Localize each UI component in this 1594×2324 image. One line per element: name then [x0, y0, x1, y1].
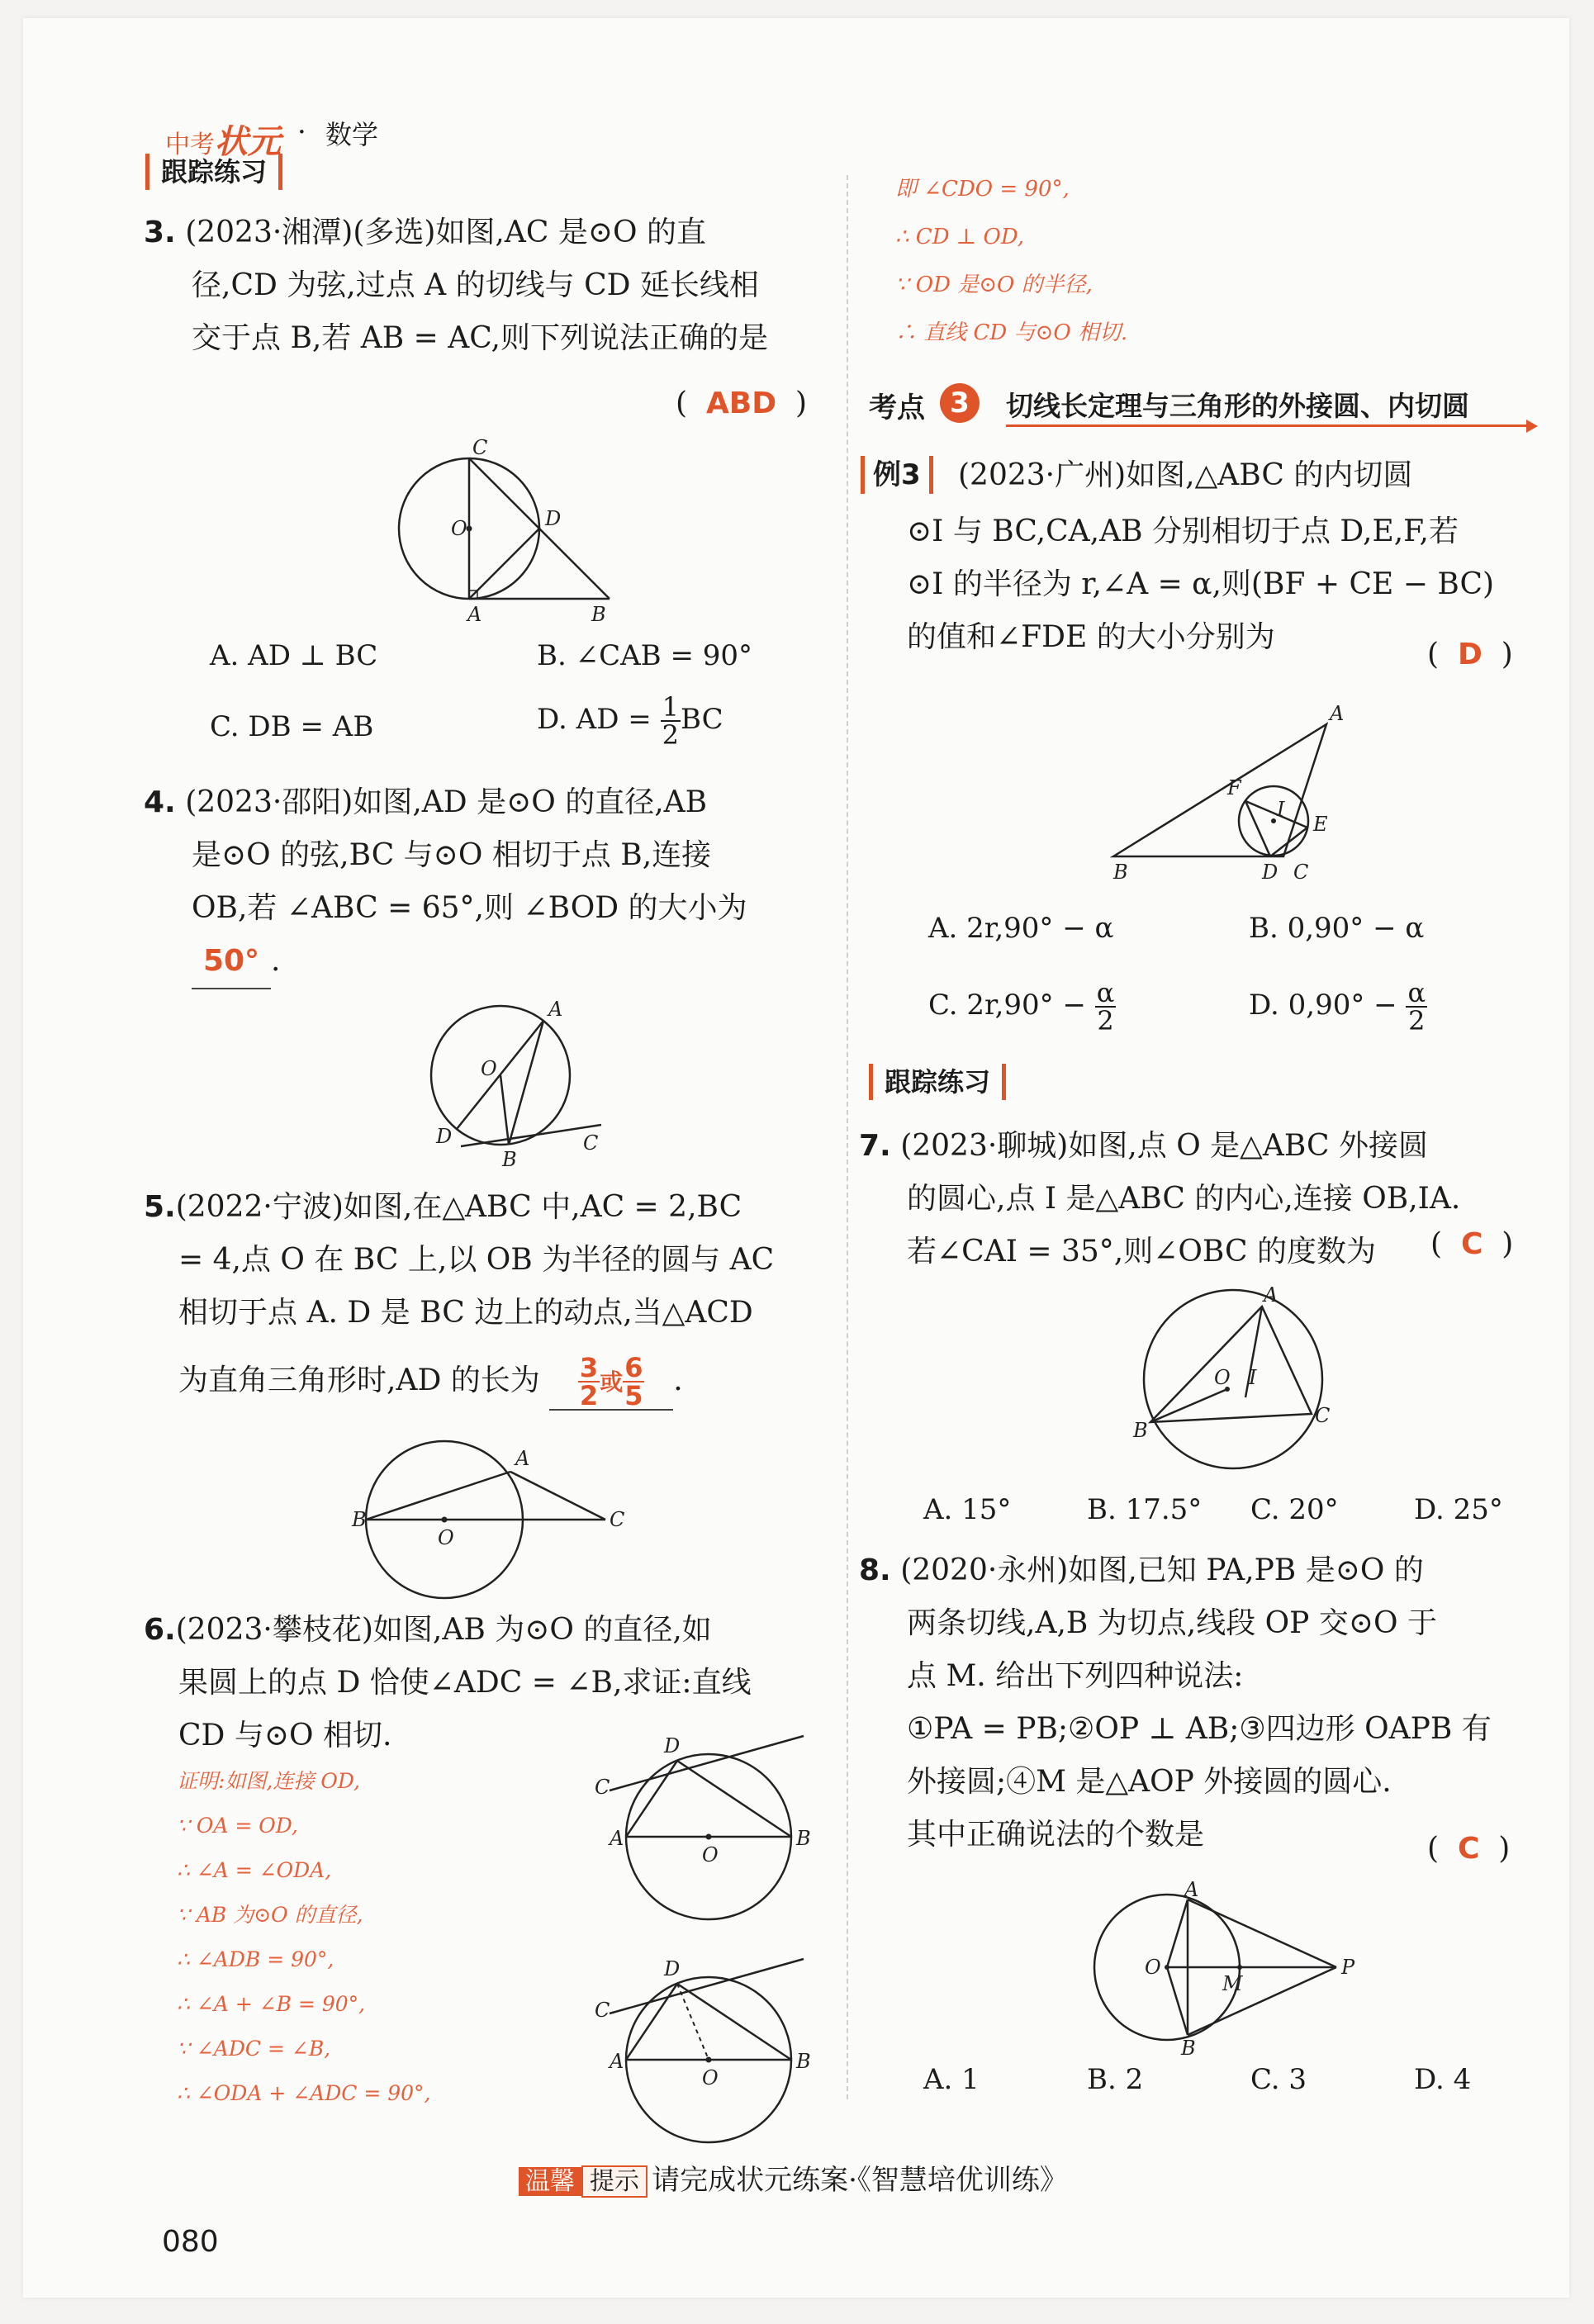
q3-figure — [387, 431, 634, 629]
q6-figure-2 — [585, 1942, 824, 2165]
q3-label-d: D — [545, 507, 562, 530]
q5-label-o: O — [438, 1526, 454, 1549]
question-4: 4. (2023·邵阳)如图,AD 是⊙O 的直径,AB 是⊙O 的弦,BC 与⊙O 相切于点 B,连接 OB,若 ∠ABC = 65°,则 ∠BOD 的大小为 50° . — [144, 776, 821, 989]
q6-label-c: C — [595, 1776, 610, 1799]
q6-label-d: D — [664, 1734, 681, 1757]
arrow-icon — [1526, 420, 1538, 433]
q8-answer-paren: ( C ) — [1427, 1832, 1511, 1866]
header-brand: 中考状元 — [165, 123, 281, 161]
q6-label-o: O — [702, 1843, 719, 1866]
q7-option-c: C. 20° — [1250, 1493, 1339, 1526]
q5-label-c: C — [610, 1508, 625, 1531]
q7-figure — [1122, 1282, 1353, 1472]
example-3-answer-paren: ( D ) — [1427, 638, 1513, 671]
question-7: 7. (2023·聊城)如图,点 O 是△ABC 外接圆 的圆心,点 I 是△ABC 的内心,连接 OB,IA. 若∠CAI = 35°,则∠OBC 的度数为 — [859, 1129, 1461, 1269]
q8-label-o: O — [1145, 1956, 1161, 1979]
key-point-badge: 3 — [940, 383, 980, 423]
question-5: 5.(2022·宁波)如图,在△ABC 中,AC = 2,BC = 4,点 O 在 BC 上,以 OB 为半径的圆与 AC 相切于点 A. D 是 BC 边上的动点,当△ACD — [144, 1190, 775, 1330]
ex3-option-a: A. 2r,90° − α — [928, 912, 1114, 945]
q5-figure — [353, 1422, 634, 1612]
ex3-option-b: B. 0,90° − α — [1249, 912, 1425, 945]
q7-option-a: A. 15° — [923, 1493, 1012, 1526]
page — [23, 18, 1569, 2298]
q5-label-b: B — [352, 1508, 367, 1531]
ex3-label-c: C — [1293, 861, 1309, 884]
q3-label-c: C — [472, 436, 488, 459]
q7-option-d: D. 25° — [1414, 1493, 1503, 1526]
q3-option-a: A. AD ⊥ BC — [210, 639, 378, 672]
ex3-label-d: D — [1262, 861, 1279, 884]
q3-label-a: A — [467, 603, 482, 626]
q3-label-o: O — [451, 517, 467, 540]
q6-proof-continued: 即 ∠CDO = 90°, ∴ CD ⊥ OD, ∵ OD 是⊙O 的半径, ∴ 直线 CD 与⊙O 相切. — [895, 177, 1128, 345]
q4-label-d: D — [436, 1125, 453, 1148]
key-point-underline — [1006, 424, 1528, 427]
footer-tip — [519, 2157, 1068, 2200]
q3-label-b: B — [591, 603, 606, 626]
ex3-label-i: I — [1277, 798, 1285, 821]
q6-label-b: B — [796, 1827, 811, 1850]
key-point-title: 切线长定理与三角形的外接圆、内切圆 — [1006, 390, 1469, 422]
q7-option-b: B. 17.5° — [1087, 1493, 1203, 1526]
q3-answer-paren: ( ABD ) — [676, 387, 808, 420]
q4-figure — [411, 993, 626, 1171]
q8-option-a: A. 1 — [923, 2063, 980, 2096]
q4-label-b: B — [502, 1148, 517, 1171]
key-point-header: 考点 3 切线长定理与三角形的外接圆、内切圆 — [857, 373, 1543, 431]
q6b-label-b: B — [796, 2050, 811, 2073]
q7-label-c: C — [1315, 1404, 1331, 1427]
example-3-figure — [1089, 695, 1361, 894]
q8-label-b: B — [1181, 2037, 1196, 2060]
q5-answer: $\frac{3}{2}$ 或 $\frac{6}{5}$ — [549, 1354, 673, 1411]
q8-option-d: D. 4 — [1414, 2063, 1472, 2096]
q8-option-c: C. 3 — [1250, 2063, 1307, 2096]
q6b-label-d: D — [664, 1957, 681, 1980]
q4-label-a: A — [548, 998, 563, 1021]
q8-label-a: A — [1184, 1878, 1199, 1901]
q6b-label-a: A — [610, 2050, 624, 2073]
q4-answer: 50° — [192, 935, 271, 989]
section-tag-tracking: 跟踪练习 — [145, 154, 282, 190]
example-3: (2023·广州)如图,△ABC 的内切圆 — [958, 458, 1413, 492]
page-number: 080 — [162, 2225, 219, 2259]
q7-label-o: O — [1214, 1366, 1231, 1389]
footer-tip-text: 请完成状元练案·《智慧培优训练》 — [652, 2164, 1068, 2197]
q7-label-a: A — [1264, 1283, 1279, 1307]
ex3-option-d: D. 0,90° − $\frac{\alpha}{2}$ — [1249, 977, 1426, 1036]
question-8: 8. (2020·永州)如图,已知 PA,PB 是⊙O 的 两条切线,A,B 为切点,线段 OP 交⊙O 于 点 M. 给出下列四种说法: ①PA = PB;②OP ⊥ AB;③四边形 OAPB 有 外接圆;④M 是△AOP 外接圆的圆心. 其中正确说法的个数是 — [859, 1553, 1492, 1852]
column-divider — [847, 175, 848, 2099]
q3-option-c: C. DB = AB — [210, 710, 374, 743]
q7-answer-paren: ( C ) — [1430, 1227, 1514, 1261]
q3-option-d: D. AD = $\frac{1}{2}$ BC — [537, 691, 723, 751]
q5-label-a: A — [515, 1447, 530, 1470]
q6-label-a: A — [610, 1827, 624, 1850]
q6b-label-c: C — [595, 1999, 610, 2022]
ex3-label-b: B — [1113, 861, 1128, 884]
q8-label-m: M — [1222, 1972, 1243, 1995]
q4-label-c: C — [583, 1131, 599, 1155]
ex3-label-f: F — [1227, 776, 1241, 799]
q6-figure-1 — [585, 1719, 824, 1934]
example-3-tag: 例3 — [861, 456, 933, 494]
q8-option-b: B. 2 — [1087, 2063, 1144, 2096]
question-3: 3. (2023·湘潭)(多选)如图,AC 是⊙O 的直 径,CD 为弦,过点 A 的切线与 CD 延长线相 交于点 B,若 AB = AC,则下列说法正确的是 — [144, 216, 768, 355]
example-3-cont: ⊙I 与 BC,CA,AB 分别相切于点 D,E,F,若 ⊙I 的半径为 r,∠A = α,则(BF + CE − BC) 的值和∠FDE 的大小分别为 — [907, 515, 1495, 654]
q7-label-i: I — [1249, 1366, 1257, 1389]
footer-tip-box-1: 温馨 — [519, 2167, 581, 2196]
q8-figure — [1089, 1878, 1369, 2060]
header-subject: 数学 — [325, 119, 379, 150]
ex3-label-a: A — [1330, 702, 1345, 725]
ex3-label-e: E — [1313, 813, 1328, 836]
q8-label-p: P — [1341, 1956, 1355, 1979]
ex3-option-c: C. 2r,90° − $\frac{\alpha}{2}$ — [928, 977, 1115, 1036]
q3-option-b: B. ∠CAB = 90° — [537, 639, 753, 672]
question-6: 6.(2023·攀枝花)如图,AB 为⊙O 的直径,如 果圆上的点 D 恰使∠ADC = ∠B,求证:直线 CD 与⊙O 相切. — [144, 1613, 752, 1752]
header-dot: · — [297, 116, 306, 149]
footer-tip-box-2: 提示 — [581, 2165, 648, 2198]
section-tag-tracking-2: 跟踪练习 — [869, 1064, 1006, 1100]
q5-line-4: 为直角三角形时,AD 的长为 $\frac{3}{2}$ 或 $\frac{6}{5}$ . — [178, 1352, 683, 1411]
q6-proof: 证明:如图,连接 OD, ∵ OA = OD, ∴ ∠A = ∠ODA, ∵ AB 为⊙O 的直径, ∴ ∠ADB = 90°, ∴ ∠A + ∠B = 90°, ∵ ∠ADC = ∠B, ∴ ∠ODA + ∠ADC = 90°, — [177, 1769, 431, 2105]
q6b-label-o: O — [702, 2066, 719, 2089]
q4-label-o: O — [481, 1057, 497, 1080]
q7-label-b: B — [1133, 1419, 1148, 1442]
